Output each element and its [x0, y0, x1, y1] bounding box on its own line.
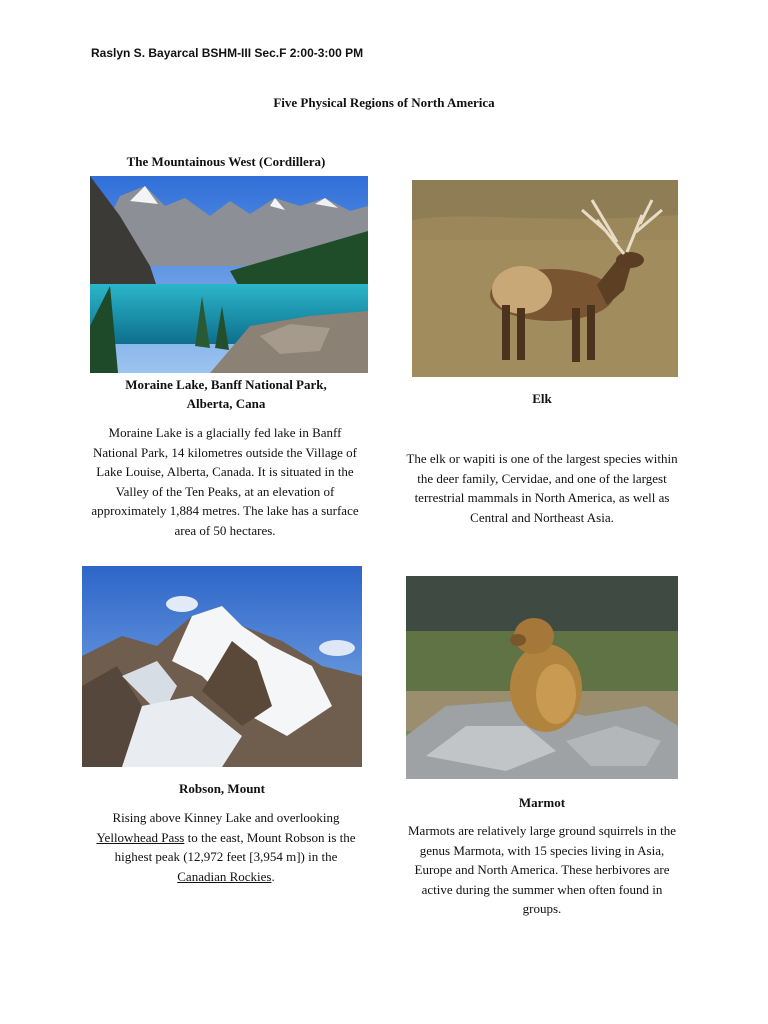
mount-robson-photo — [82, 566, 362, 767]
robson-description-text: Rising above Kinney Lake and overlooking — [112, 810, 340, 825]
moraine-caption — [90, 375, 362, 413]
canadian-rockies-link[interactable]: Canadian Rockies — [177, 868, 272, 884]
robson-caption: Robson, Mount — [179, 781, 265, 796]
marmot-caption: Marmot — [518, 795, 566, 810]
moraine-caption-line2: Alberta, Cana — [186, 396, 266, 411]
moraine-caption-line1: Moraine Lake, Banff National Park, — [125, 377, 327, 392]
marmot-photo — [406, 576, 678, 779]
document-title: Five Physical Regions of North America — [273, 95, 495, 110]
elk-photo — [412, 180, 678, 377]
robson-description — [90, 808, 362, 886]
elk-description: The elk or wapiti is one of the largest species within the deer family, Cervidae, and one of the largest terrestrial mammals in North America, as well as Central and Northeast Asia. — [406, 451, 678, 525]
section-heading: The Mountainous West (Cordillera) — [126, 154, 326, 169]
robson-description-text: to the east, Mount Robson is the highest peak (12,972 feet [3,954 m]) in the — [114, 829, 356, 864]
author-line: Raslyn S. Bayarcal BSHM-III Sec.F 2:00-3:00 PM — [91, 46, 364, 60]
robson-description-end: . — [271, 868, 275, 884]
marmot-description: Marmots are relatively large ground squirrels in the genus Marmota, with 15 species living in Asia, Europe and North America. These herbivores are active during the summer when often found in groups. — [408, 823, 676, 916]
moraine-description: Moraine Lake is a glacially fed lake in Banff National Park, 14 kilometres outside the Village of Lake Louise, Alberta, Canada. It is situated in the Valley of the Ten Peaks, at an elevation of approximately 1,884 metres. The lake has a surface area of 50 hectares. — [91, 425, 359, 538]
elk-caption: Elk — [532, 391, 552, 406]
yellowhead-pass-link[interactable]: Yellowhead Pass — [96, 829, 185, 845]
moraine-lake-photo — [90, 176, 368, 373]
